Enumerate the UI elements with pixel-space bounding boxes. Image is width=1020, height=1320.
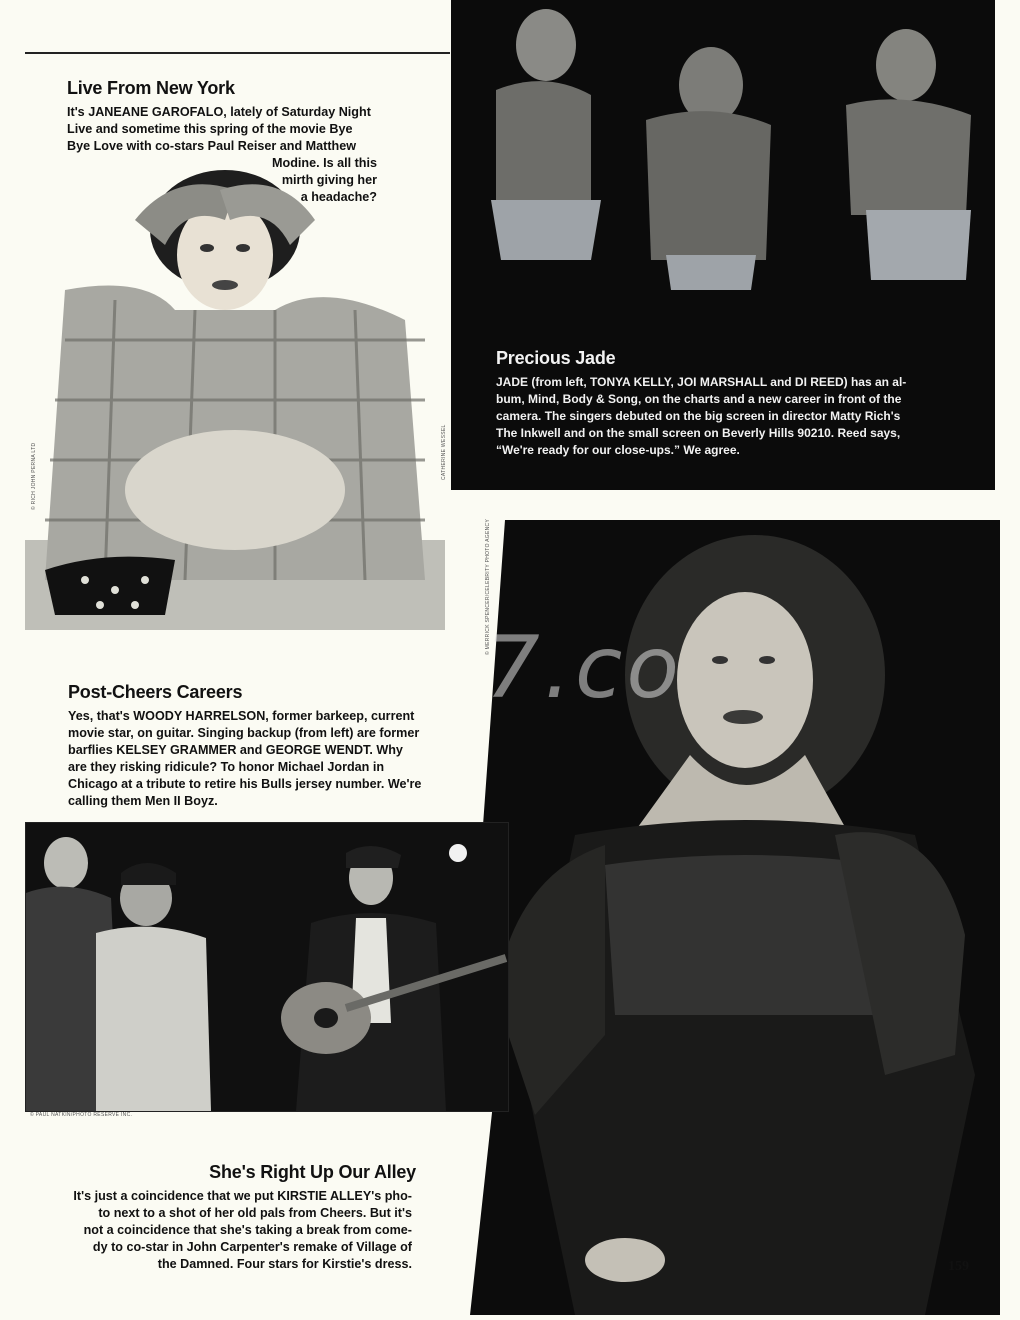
post-cheers-line-2: movie star, on guitar. Singing backup (from left) are former — [68, 726, 420, 740]
kirstie-photo-credit: © MERRICK SPENCER/CELEBRITY PHOTO AGENCY — [485, 518, 491, 655]
post-cheers-line-5: Chicago at a tribute to retire his Bulls jersey number. We're — [68, 777, 422, 791]
live-from-new-york-line-5: mirth giving her — [281, 173, 377, 187]
right-up-our-alley-line-3: not a coincidence that she's taking a break from come- — [83, 1223, 412, 1237]
jade-photo-credit: CATHERINE WESSEL — [441, 424, 447, 480]
janeane-photo-credit: © RICH JOHN PERNA LTD — [31, 442, 37, 510]
right-up-our-alley-line-2: to next to a shot of her old pals from Cheers. But it's — [98, 1206, 412, 1220]
live-from-new-york-line-3: Bye Love with co-stars Paul Reiser and Matthew — [67, 139, 357, 153]
watermark: 7.co — [485, 618, 683, 718]
precious-jade-line-2: bum, Mind, Body & Song, on the charts and a new career in front of the — [496, 392, 902, 406]
precious-jade-headline: Precious Jade — [496, 348, 616, 368]
right-up-our-alley-line-1: It's just a coincidence that we put KIRSTIE ALLEY's pho- — [73, 1189, 412, 1203]
cheers-photo-credit: © PAUL NATKIN/PHOTO RESERVE INC. — [30, 1112, 133, 1118]
live-from-new-york-line-6: a headache? — [300, 190, 377, 204]
right-up-our-alley-headline: She's Right Up Our Alley — [209, 1162, 416, 1182]
live-from-new-york-line-2: Live and sometime this spring of the movie Bye — [67, 122, 353, 136]
janeane-garofalo-photo — [25, 160, 445, 630]
post-cheers-line-3: barflies KELSEY GRAMMER and GEORGE WENDT. Why — [68, 743, 403, 757]
precious-jade-line-3: camera. The singers debuted on the big screen in director Matty Rich's — [496, 409, 901, 423]
post-cheers-headline: Post-Cheers Careers — [68, 682, 243, 702]
right-up-our-alley-line-5: the Damned. Four stars for Kirstie's dress. — [157, 1257, 412, 1271]
page-number: 159 — [948, 1259, 969, 1274]
post-cheers-line-6: calling them Men II Boyz. — [68, 794, 218, 808]
right-up-our-alley-line-4: dy to co-star in John Carpenter's remake of Village of — [92, 1240, 412, 1254]
post-cheers-line-1: Yes, that's WOODY HARRELSON, former barkeep, current — [68, 709, 415, 723]
precious-jade-line-1: JADE (from left, TONYA KELLY, JOI MARSHALL and DI REED) has an al- — [496, 375, 907, 389]
live-from-new-york-line-4: Modine. Is all this — [272, 156, 377, 170]
top-rule — [25, 52, 450, 54]
live-from-new-york-line-1: It's JANEANE GAROFALO, lately of Saturday Night — [67, 105, 371, 119]
live-from-new-york-headline: Live From New York — [67, 78, 235, 98]
precious-jade-line-5: “We're ready for our close-ups.” We agree. — [496, 443, 740, 457]
cheers-cast-photo — [25, 822, 509, 1112]
post-cheers-line-4: are they risking ridicule? To honor Michael Jordan in — [68, 760, 385, 774]
precious-jade-line-4: The Inkwell and on the small screen on Beverly Hills 90210. Reed says, — [496, 426, 901, 440]
